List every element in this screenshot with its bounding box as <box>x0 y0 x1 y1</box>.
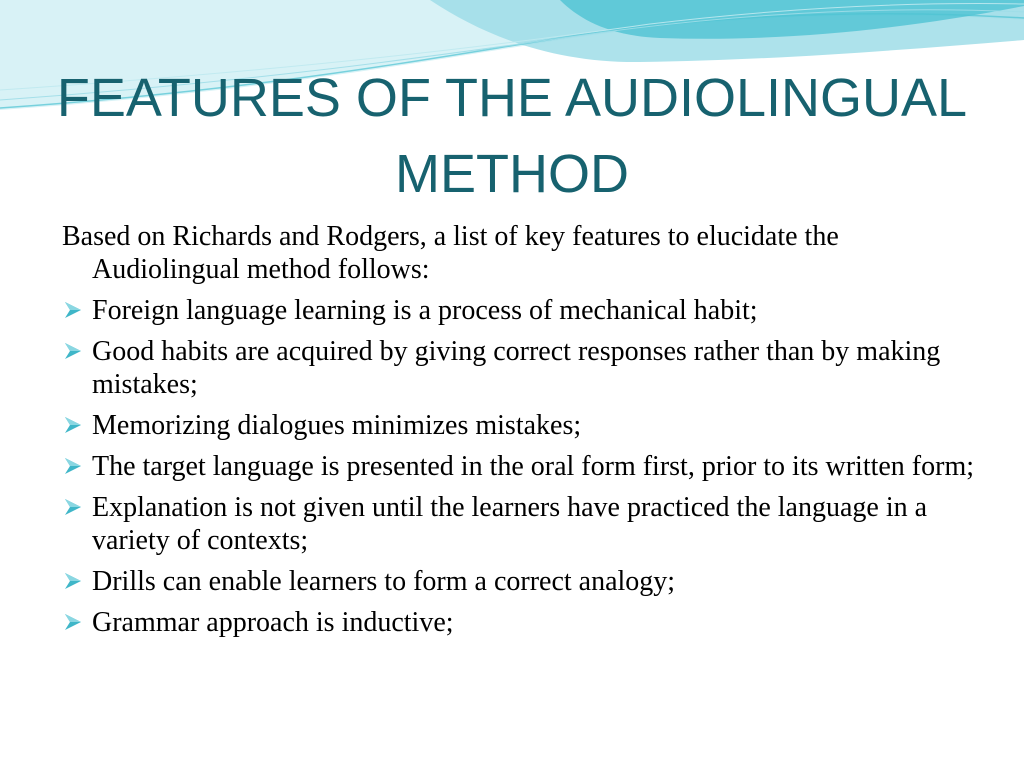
arrowhead-bullet-icon <box>62 340 84 362</box>
slide-body <box>62 220 982 647</box>
list-item-text: Memorizing dialogues minimizes mistakes; <box>92 410 582 441</box>
list-item <box>62 565 982 598</box>
title-line-1: FEATURES OF THE AUDIOLINGUAL <box>56 68 968 128</box>
list-item-text: Drills can enable learners to form a correct analogy; <box>92 566 676 597</box>
arrowhead-bullet-icon <box>62 414 84 436</box>
list-item-text: The target language is presented in the oral form first, prior to its written form; <box>92 451 975 482</box>
arrowhead-bullet-icon <box>62 570 84 592</box>
arrowhead-bullet-icon <box>62 299 84 321</box>
list-item <box>62 491 982 557</box>
list-item-text: Explanation is not given until the learners have practiced the language in a variety of contexts; <box>92 492 928 556</box>
list-item <box>62 294 982 327</box>
list-item-text: Good habits are acquired by giving correct responses rather than by making mistakes; <box>92 336 941 400</box>
arrowhead-bullet-icon <box>62 455 84 477</box>
intro-paragraph: Based on Richards and Rodgers, a list of key features to elucidate the Audiolingual method follows: <box>62 221 839 285</box>
list-item <box>62 606 982 639</box>
arrowhead-bullet-icon <box>62 611 84 633</box>
list-item-text: Foreign language learning is a process of mechanical habit; <box>92 295 758 326</box>
list-item <box>62 409 982 442</box>
arrowhead-bullet-icon <box>62 496 84 518</box>
title-line-2: METHOD <box>395 144 629 204</box>
list-item-text: Grammar approach is inductive; <box>92 607 454 638</box>
slide-title <box>40 60 984 212</box>
feature-list <box>62 294 982 639</box>
list-item <box>62 335 982 401</box>
list-item <box>62 450 982 483</box>
